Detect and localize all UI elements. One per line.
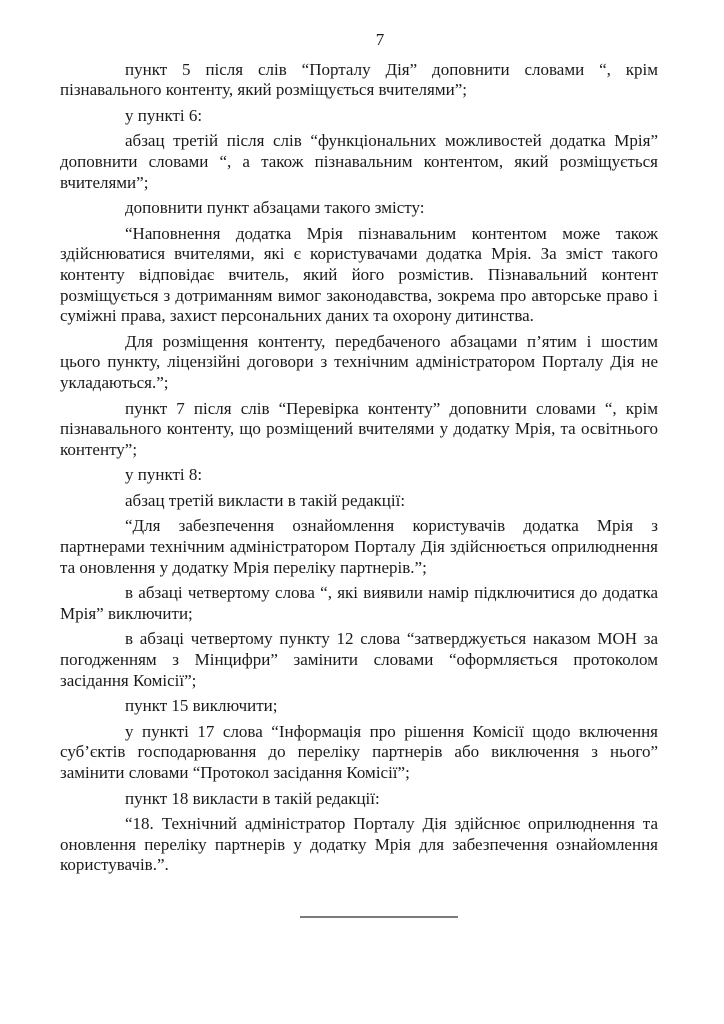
document-body [60, 60, 658, 876]
end-of-text-divider [300, 916, 458, 918]
paragraph: доповнити пункт абзацами такого змісту: [125, 198, 425, 218]
paragraph: у пункті 17 слова “Інформація про рішення Комісії щодо включення суб’єктів господарювання до переліку партнерів або виключення з нього” замінити словами “Протокол засідання Комісії”; [60, 721, 658, 782]
paragraph: в абзаці четвертому пункту 12 слова “затверджується наказом МОН за погодженням з Мінцифри” замінити словами “оформляється протоколом засідання Комісії”; [60, 629, 658, 690]
paragraph: “18. Технічний адміністратор Порталу Дія здійснює оприлюднення та оновлення переліку партнерів у додатку Мрія для забезпечення ознайомлення користувачів.”. [60, 814, 658, 875]
paragraph: в абзаці четвертому слова “, які виявили намір підключитися до додатка Мрія” виключити; [60, 583, 658, 623]
paragraph: у пункті 8: [125, 465, 203, 485]
paragraph: пункт 15 виключити; [125, 696, 278, 716]
paragraph: у пункті 6: [125, 105, 203, 125]
paragraph: “Наповнення додатка Мрія пізнавальним контентом може також здійснюватися вчителями, які є користувачами додатка Мрія. За зміст такого контенту відповідає вчитель, який його розмістив. Пізнавальний контент розміщується з дотриманням вимог законодавства, зокрема про авторське право і суміжні права, захист персональних даних та охорону дитинства. [60, 223, 658, 326]
paragraph: пункт 7 після слів “Перевірка контенту” доповнити словами “, крім пізнавального контенту, що розміщений вчителями у додатку Мрія, та освітнього контенту”; [60, 398, 658, 459]
paragraph: пункт 5 після слів “Порталу Дія” доповнити словами “, крім пізнавального контенту, який розміщується вчителями”; [60, 59, 658, 100]
paragraph: абзац третій викласти в такій редакції: [125, 490, 406, 510]
paragraph: пункт 18 викласти в такій редакції: [125, 788, 380, 808]
page-number: 7 [375, 30, 385, 49]
paragraph: “Для забезпечення ознайомлення користувачів додатка Мрія з партнерами технічним адміністратором Порталу Дія здійснюється оприлюднення та оновлення у додатку Мрія переліку партнерів.”; [60, 516, 658, 577]
paragraph: абзац третій після слів “функціональних можливостей додатка Мрія” доповнити словами “, а також пізнавальним контентом, який розміщується вчителями”; [60, 131, 658, 192]
paragraph: Для розміщення контенту, передбаченого абзацами п’ятим і шостим цього пункту, ліцензійні договори з технічним адміністратором Порталу Дія не укладаються.”; [60, 331, 658, 392]
